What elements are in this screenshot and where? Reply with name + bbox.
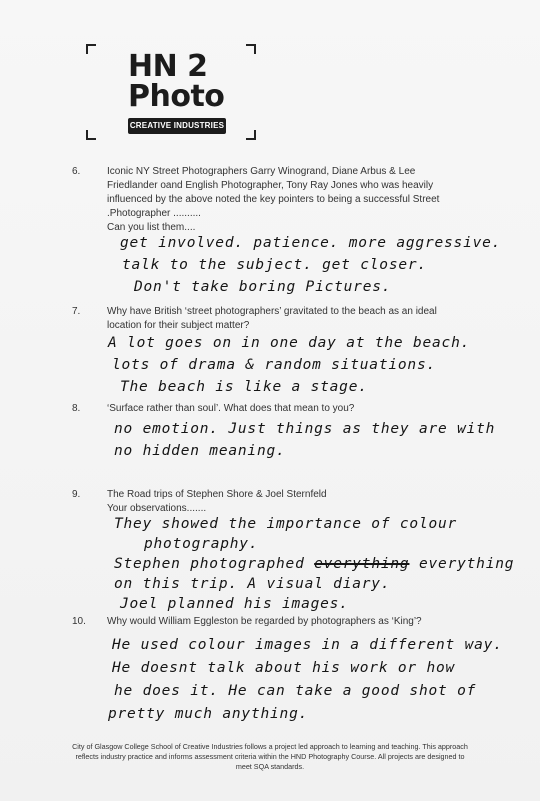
question-10-handwritten-answer: [108, 634, 503, 726]
answer-line: A lot goes on in one day at the beach.: [108, 335, 471, 351]
question-6-number: 6.: [72, 166, 81, 177]
answer-line: photography.: [144, 536, 259, 552]
logo-title-line-2: Photo: [128, 79, 225, 114]
answer-line: on this trip. A visual diary.: [114, 576, 391, 592]
question-line: Why would William Eggleston be regarded by photographers as ‘King’?: [107, 616, 422, 627]
question-line: ‘Surface rather than soul’. What does that mean to you?: [107, 403, 355, 414]
question-6-text: [107, 165, 447, 235]
answer-line: They showed the importance of colour: [114, 516, 458, 532]
question-7-handwritten-answer: [108, 332, 498, 398]
question-line: Iconic NY Street Photographers Garry Winogrand, Diane Arbus & Lee: [107, 166, 416, 177]
question-line: .Photographer ..........: [107, 208, 201, 219]
question-line: influenced by the above noted the key pointers to being a successful Street: [107, 194, 440, 205]
answer-line: talk to the subject. get closer.: [122, 257, 427, 273]
footer-line: City of Glasgow College School of Creative Industries follows a project led approach to learning and teaching. This approach: [72, 742, 468, 751]
answer-line: he does it. He can take a good shot of: [114, 683, 477, 699]
question-8-text: [107, 402, 447, 416]
footer-line: reflects industry practice and informs assessment criteria within the HND Photography Course. All projects are designed to: [75, 752, 465, 761]
question-line: Why have British ‘street photographers’ gravitated to the beach as an ideal: [107, 306, 437, 317]
footer-note: [70, 742, 470, 772]
question-line: The Road trips of Stephen Shore & Joel Sternfeld: [107, 489, 327, 500]
question-10-number: 10.: [72, 616, 86, 627]
logo-corner-mark: [86, 44, 96, 54]
answer-line: Don't take boring Pictures.: [134, 279, 392, 295]
footer-line: meet SQA standards.: [235, 762, 305, 771]
question-9-text: [107, 488, 447, 516]
question-9-handwritten-answer: [114, 514, 515, 614]
answer-line: no hidden meaning.: [114, 443, 286, 459]
question-6-handwritten-answer: [120, 232, 510, 298]
crossed-out-word: everything: [314, 556, 410, 572]
logo-title-line-1: HN 2: [128, 49, 208, 84]
logo-badge: CREATIVE INDUSTRIES: [128, 118, 226, 134]
answer-line: Joel planned his images.: [120, 596, 349, 612]
question-line: Can you list them....: [107, 222, 196, 233]
question-line: Friedlander oand English Photographer, Tony Ray Jones who was heavily: [107, 180, 434, 191]
answer-line: no emotion. Just things as they are with: [114, 421, 496, 437]
question-8-handwritten-answer: [114, 418, 504, 462]
answer-line: lots of drama & random situations.: [112, 357, 437, 373]
question-7-number: 7.: [72, 306, 81, 317]
hn2-photo-logo: [86, 44, 256, 140]
question-10-text: [107, 615, 447, 629]
logo-corner-mark: [86, 130, 96, 140]
answer-line: The beach is like a stage.: [120, 379, 368, 395]
answer-line: [114, 554, 515, 574]
answer-line: He used colour images in a different way.: [112, 637, 503, 653]
question-line: Your observations.......: [107, 503, 207, 514]
answer-line: He doesnt talk about his work or how: [112, 660, 456, 676]
answer-fragment: Stephen photographed: [114, 556, 305, 572]
question-8-number: 8.: [72, 403, 81, 414]
answer-line: get involved. patience. more aggressive.: [120, 235, 502, 251]
answer-line: pretty much anything.: [108, 706, 309, 722]
logo-corner-mark: [246, 130, 256, 140]
answer-fragment: everything: [418, 556, 515, 572]
question-9-number: 9.: [72, 489, 81, 500]
question-7-text: [107, 305, 447, 333]
logo-corner-mark: [246, 44, 256, 54]
question-line: location for their subject matter?: [107, 320, 250, 331]
